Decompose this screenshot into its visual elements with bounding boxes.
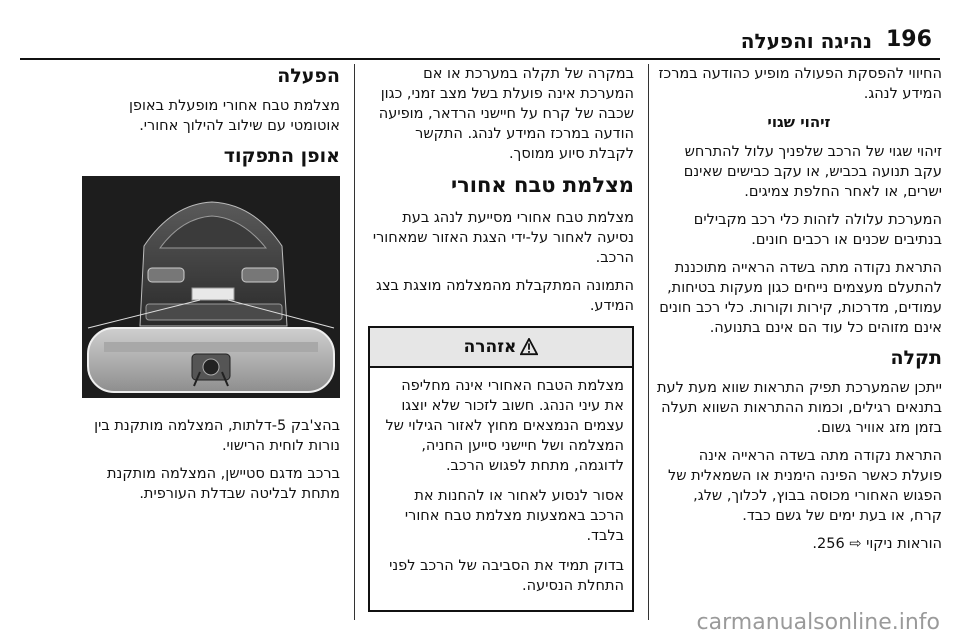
section-heading: תקלה bbox=[890, 347, 942, 369]
paragraph: התראת נקודה מתה בשדה הראייה מתוכננת להתעלם מעצמים נייחים כגון מעקות בטיחות, עמודים, מדרכות, קירות וקורות. כלי רכב חונים אינם מזוהים כל עוד הם אינם בתנועה. bbox=[659, 260, 942, 336]
page-reference-icon: ⇨ bbox=[849, 536, 862, 552]
warning-paragraph: מצלמת הטבח האחורי אינה מחליפה את עיני הנהג. חשוב לזכור שלא יוצגו עצמים הנמצאים מחוץ לאזור הגילוי של המצלמה ושל חיישני סייען החניה, לדוגמה, מתחת לפגוש הרכב. bbox=[385, 378, 624, 474]
section-heading: מצלמת טבח אחורי bbox=[450, 173, 634, 197]
paragraph: בהצ'בק 5-דלתות, המצלמה מותקנת בין נורות לוחית הרישוי. bbox=[94, 418, 340, 454]
paragraph: התמונה המתקבלת מהמצלמה מוצגת בצג המידע. bbox=[375, 278, 634, 314]
section-heading: הפעלה bbox=[277, 65, 340, 87]
paragraph: מצלמת טבח אחורי מופעלת באופן אוטומטי עם שילוב להילוך אחורי. bbox=[128, 98, 340, 134]
car-rear-illustration bbox=[82, 176, 340, 398]
paragraph: המערכת עלולה לזהות כלי רכב מקבילים בנתיבים שכנים או רכבים חונים. bbox=[693, 212, 942, 248]
warning-paragraph: אסור לנסוע לאחור או להחנות את הרכב באמצעות מצלמת טבח אחורי בלבד. bbox=[404, 488, 624, 544]
paragraph: ברכב מדגם סטיישן, המצלמה מותקנת מתחת לבליטה שבדלת העורפית. bbox=[107, 466, 340, 502]
column-divider bbox=[648, 64, 649, 620]
paragraph: החיווי להפסקת הפעולה מופיע כהודעה במרכז המידע לנהג. bbox=[658, 66, 942, 102]
warning-triangle-icon bbox=[520, 338, 538, 356]
section-heading: זיהוי שגוי bbox=[767, 113, 831, 131]
reference-page: 256 bbox=[817, 536, 845, 552]
column-divider bbox=[354, 64, 355, 620]
paragraph: התראת נקודה מתה בשדה הראייה אינה פועלת כאשר הפינה הימנית או השמאלית של הפגוש האחורי מכוסה בבוץ, לכלוך, שלג, קרח, או בעת ימים של גשם כבד. bbox=[668, 448, 942, 524]
page-title: נהיגה והפעלה bbox=[740, 29, 872, 53]
warning-title: אזהרה bbox=[463, 337, 517, 357]
warning-box bbox=[368, 326, 634, 612]
reference-label: הוראות ניקוי bbox=[866, 536, 942, 552]
section-heading: אופן התפקוד bbox=[223, 145, 340, 167]
warning-header bbox=[370, 328, 632, 368]
paragraph: מצלמת טבח אחורי מסייעת לנהג בעת נסיעה לאחור על-ידי הצגת האזור שמאחורי הרכב. bbox=[372, 210, 634, 266]
paragraph: במקרה של תקלה במערכת או אם המערכת אינה פועלת בשל מצב זמני, כגון שכבה של קרח על חיישני הרדאר, מופיעה הודעה במרכז המידע לנהג. התקשר לקבלת סיוע ממוסך. bbox=[378, 66, 634, 162]
column-middle bbox=[366, 64, 634, 612]
paragraph: זיהוי שגוי של הרכב שלפניך עלול להתרחש עקב תנועה בכביש, או עקב כבישים שאינם ישרים, או לאחר החלפת צמיגים. bbox=[683, 144, 942, 200]
warning-paragraph: בדוק תמיד את הסביבה של הרכב לפני התחלת הנסיעה. bbox=[389, 558, 624, 594]
column-left bbox=[80, 64, 340, 512]
header-rule bbox=[20, 58, 940, 60]
paragraph: ייתכן שהמערכת תפיק התראות שווא מעת לעת בתנאים רגילים, וכמות ההתראות השווא תעלה בזמן מזג אוויר גשום. bbox=[657, 380, 942, 436]
page-reference[interactable]: הוראות ניקוי ⇨ 256. bbox=[812, 536, 942, 552]
page-number: 196 bbox=[886, 27, 932, 52]
column-right bbox=[656, 64, 942, 554]
rear-camera-illustration bbox=[82, 176, 340, 398]
watermark: carmanualsonline.info bbox=[696, 610, 940, 635]
